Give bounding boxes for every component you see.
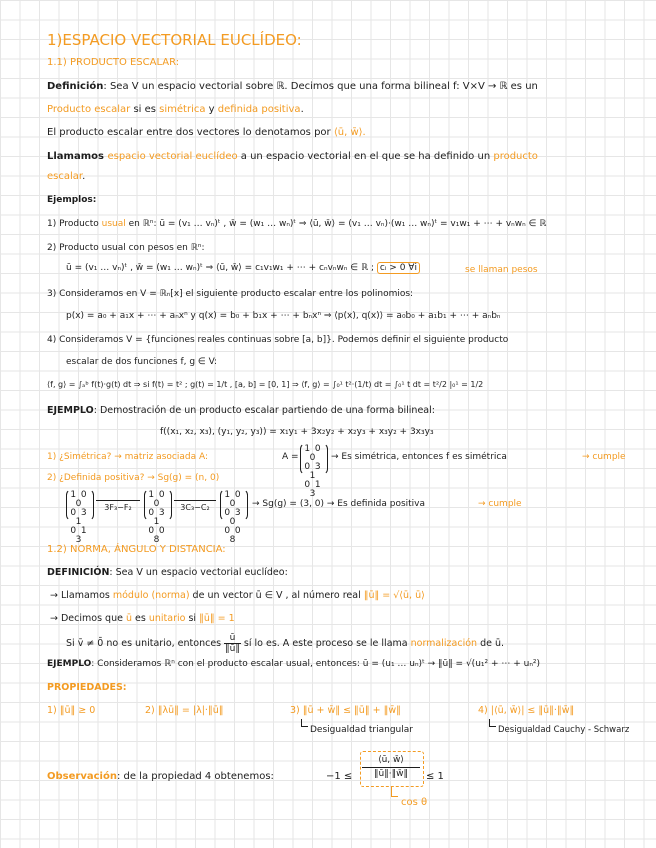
definition-line-1 — [47, 80, 538, 93]
term-espacio-vectorial-euclideo: espacio vectorial euclídeo — [107, 151, 238, 162]
bilinear-form-formula: f((x₁, x₂, x₃), (y₁, y₂, y₃)) = x₁y₁ + 3x₂y₂ + x₂y₃ + x₃y₂ + 3x₃y₃ — [160, 427, 434, 437]
cos-fraction-numerator: ⟨ū, w̄⟩ — [362, 754, 420, 768]
llamamos-period: . — [82, 171, 86, 182]
example-2-formula — [66, 262, 420, 275]
example-3-formula: p(x) = a₀ + a₁x + ⋯ + aₙxⁿ y q(x) = b₀ + b₁x + ⋯ + bₙxⁿ ⇒ ⟨p(x), q(x)⟩ = a₀b₀ + a₁b₁ + ⋯ + aₙbₙ — [66, 311, 501, 321]
matrix-2-row: 0 0 8 — [148, 526, 166, 545]
fraction-numerator: ū — [224, 633, 241, 644]
matrix-2 — [146, 491, 168, 545]
bullet-modulo-text: de un vector ū ∈ V , al número real — [189, 590, 364, 601]
matrix-1 — [68, 491, 90, 545]
matrix-1-row: 0 3 1 — [70, 508, 88, 527]
example-2-expression: ū = (v₁ … vₙ)ᵗ , w̄ = (w₁ … wₙ)ᵗ ⇒ ⟨ū, w̄⟩ = c₁v₁w₁ + ⋯ + cₙvₙwₙ ∈ ℝ ; — [66, 263, 377, 273]
row-operation: 3F₃−F₂ — [96, 500, 140, 514]
cos-fraction — [362, 754, 420, 781]
normalization-fraction — [224, 633, 241, 654]
definicion-line — [47, 566, 288, 579]
term-usual: usual — [101, 219, 126, 229]
ejemplo-label: EJEMPLO — [47, 405, 94, 416]
matrix-2-row: 0 3 1 — [148, 508, 166, 527]
notation-symbol: ⟨ū, w̄⟩. — [333, 127, 366, 138]
matrix-3-row: 0 0 8 — [224, 526, 242, 545]
observacion-line — [47, 770, 274, 783]
question-definida-positiva: 2) ¿Definida positiva? → Sg(g) = (n, 0) — [47, 473, 220, 483]
definicion-text: : Sea V un espacio vectorial euclídeo: — [109, 567, 288, 578]
matrix-3 — [222, 491, 244, 545]
term-unitario: unitario — [148, 613, 186, 624]
question-simetrica: 1) ¿Simétrica? → matriz asociada A: — [47, 452, 209, 462]
definition-period: . — [300, 104, 304, 115]
property-4: 4) |⟨ū, w̄⟩| ≤ ‖ū‖·‖w̄‖ — [478, 705, 575, 716]
norm-formula: ‖ū‖ = √⟨ū, ū⟩ — [363, 590, 425, 601]
property-3-connector — [301, 719, 308, 727]
normalization-suffix: de ū. — [477, 638, 505, 649]
definida-positiva-result: → Sg(g) = (3, 0) → Es definida positiva — [252, 499, 426, 509]
property-1: 1) ‖ū‖ ≥ 0 — [47, 705, 96, 716]
bullet-modulo — [50, 589, 425, 602]
matrix-3-row: 1 0 0 — [224, 490, 242, 509]
term-norma: (norma) — [151, 590, 190, 601]
cauchy-schwarz-note: Desigualdad Cauchy - Schwarz — [498, 725, 630, 735]
term-producto: producto — [493, 151, 538, 162]
matrix-a-row: 1 0 0 — [304, 444, 322, 463]
observacion-text: : de la propiedad 4 obtenemos: — [116, 771, 274, 782]
triangle-inequality-note: Desigualdad triangular — [310, 725, 413, 735]
term-escalar: escalar — [47, 171, 83, 182]
example-2-title: 2) Producto usual con pesos en ℝⁿ: — [47, 243, 205, 253]
ejemplos-label: Ejemplos: — [47, 195, 97, 205]
cos-theta-label: cos θ — [401, 797, 428, 808]
notation-text: El producto escalar entre dos vectores lo denotamos por — [47, 127, 334, 138]
ejemplo-norma-label: EJEMPLO — [47, 659, 92, 669]
weights-condition-box: cᵢ > 0 ∀i — [377, 262, 420, 274]
definition-line-2 — [47, 103, 304, 116]
term-modulo: módulo — [112, 590, 149, 601]
cauchy-upper-bound: ≤ 1 — [426, 771, 444, 782]
llamamos-text: a un espacio vectorial en el que se ha definido un — [237, 151, 494, 162]
section-heading-norma: 1.2) NORMA, ÁNGULO Y DISTANCIA: — [47, 544, 226, 555]
ejemplo-norma-text: : Consideramos ℝⁿ con el producto escalar usual, entonces: ū = (u₁ … uₙ)ᵗ → ‖ū‖ = √(u₁² + ⋯ + uₙ²) — [91, 659, 541, 669]
notation-line — [47, 126, 366, 139]
term-producto-escalar: Producto escalar — [47, 104, 131, 115]
example-4-line-2: escalar de dos funciones f, g ∈ V: — [66, 357, 218, 367]
example-1 — [47, 218, 546, 231]
bullet-modulo-prefix: → Llamamos — [50, 590, 113, 601]
matrix-1-row: 1 0 0 — [70, 490, 88, 509]
example-4-line-1: 4) Consideramos V = {funciones reales continuas sobre [a, b]}. Podemos definir el siguiente producto — [47, 335, 509, 345]
simetrica-cumple: → cumple — [582, 452, 626, 462]
example-1-formula: en ℝⁿ: ū = (v₁ … vₙ)ᵗ , w̄ = (w₁ … wₙ)ᵗ ⇒ ⟨ū, w̄⟩ = (v₁ … vₙ)·(w₁ … wₙ)ᵗ = v₁w₁ + ⋯ + vₙwₙ ∈ ℝ — [125, 219, 547, 229]
term-definida-positiva: definida positiva — [217, 104, 301, 115]
llamamos-line-1 — [47, 150, 538, 163]
term-simetrica: simétrica — [159, 104, 206, 115]
llamamos-label: Llamamos — [47, 151, 108, 162]
fraction-denominator: ‖ū‖ — [225, 644, 240, 654]
vector-u-symbol: ū — [125, 613, 132, 624]
definida-positiva-cumple: → cumple — [478, 499, 522, 509]
matrix-3-row: 0 3 0 — [224, 508, 242, 527]
matrix-a — [302, 445, 324, 499]
normalization-line — [66, 633, 504, 655]
definition-label: Definición — [47, 81, 104, 92]
ejemplo-text: : Demostración de un producto escalar partiendo de una forma bilineal: — [93, 405, 435, 416]
observacion-label: Observación — [47, 771, 117, 782]
simetrica-result: → Es simétrica, entonces f es simétrica — [331, 452, 507, 462]
property-3: 3) ‖ū + w̄‖ ≤ ‖ū‖ + ‖w̄‖ — [290, 705, 401, 716]
bullet-unitario-prefix: → Decimos que — [50, 613, 126, 624]
unit-norm-formula: ‖ū‖ = 1 — [199, 613, 235, 624]
definicion-label: DEFINICIÓN — [47, 567, 110, 578]
cos-fraction-denominator: ‖ū‖·‖w̄‖ — [374, 769, 408, 779]
llamamos-line-2 — [47, 170, 85, 183]
example-3-title: 3) Consideramos en V = ℝₙ[x] el siguiente producto escalar entre los polinomios: — [47, 289, 414, 299]
definition-text: : Sea V un espacio vectorial sobre ℝ. Decimos que una forma bilineal f: V×V → ℝ es un — [103, 81, 538, 92]
weights-note: se llaman pesos — [465, 265, 538, 275]
column-operation: 3C₃−C₂ — [174, 500, 216, 514]
ejemplo-line — [47, 404, 435, 417]
normalization-prefix: Si v̄ ≠ 0̄ no es unitario, entonces — [66, 638, 222, 649]
matrix-a-label: A = — [282, 452, 299, 462]
bullet-unitario-connector-2: si — [185, 613, 200, 624]
definition-connector: si es — [130, 104, 160, 115]
example-1-prefix: 1) Producto — [47, 219, 102, 229]
propiedades-label: PROPIEDADES: — [47, 682, 127, 693]
matrix-a-row: 0 3 1 — [304, 462, 322, 481]
cos-connector — [391, 787, 398, 797]
matrix-2-row: 1 0 0 — [148, 490, 166, 509]
bullet-unitario — [50, 612, 235, 625]
property-4-connector — [489, 719, 496, 727]
cauchy-lower-bound: −1 ≤ — [326, 771, 353, 782]
term-normalizacion: normalización — [410, 638, 478, 649]
matrix-1-row: 0 1 3 — [70, 526, 88, 545]
example-4-formula: ⟨f, g⟩ = ∫ₐᵇ f(t)·g(t) dt ⇒ si f(t) = t² ; g(t) = 1/t , [a, b] = [0, 1] ⇒ ⟨f, g⟩ = ∫₀¹ t²·(1/t) dt = ∫₀¹ t dt = t²/2 |₀¹ = 1/2 — [47, 380, 484, 389]
page-title: 1)ESPACIO VECTORIAL EUCLÍDEO: — [47, 31, 302, 49]
matrix-a-row: 0 1 3 — [304, 480, 322, 499]
normalization-text: sí lo es. A este proceso se le llama — [243, 638, 411, 649]
definition-connector-2: y — [205, 104, 218, 115]
ejemplo-norma — [47, 658, 540, 671]
property-2: 2) ‖λū‖ = |λ|·‖ū‖ — [145, 705, 224, 716]
section-heading-producto-escalar: 1.1) PRODUCTO ESCALAR: — [47, 57, 180, 68]
bullet-unitario-connector: es — [132, 613, 149, 624]
